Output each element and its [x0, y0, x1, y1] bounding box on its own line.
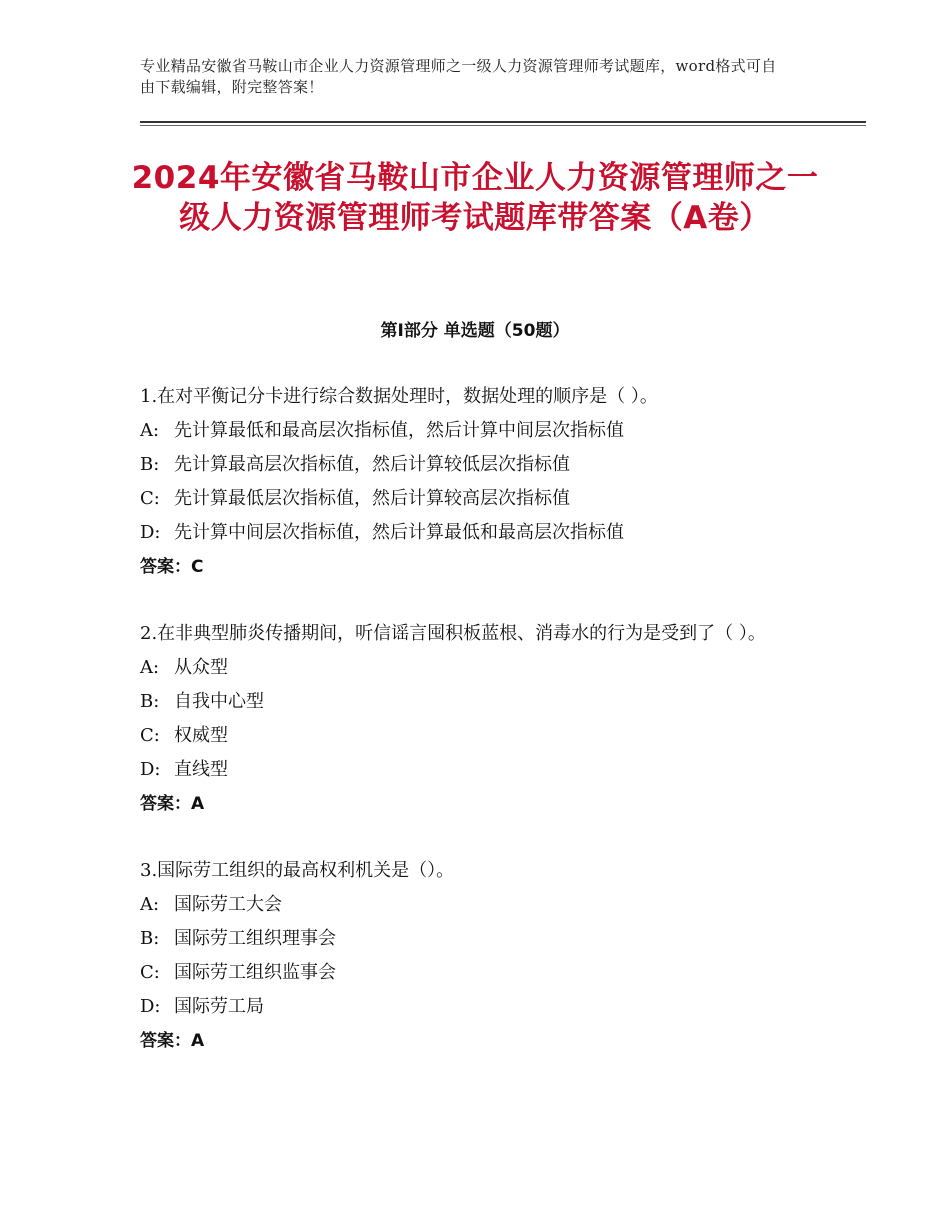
option-d: [140, 990, 820, 1024]
option-c: [140, 482, 820, 516]
option-a: [140, 651, 820, 685]
answer-line: [140, 550, 820, 584]
option-letter: A:: [140, 894, 160, 915]
option-text: 国际劳工局: [174, 996, 264, 1017]
question-2: [140, 617, 820, 821]
question-stem: 1.在对平衡记分卡进行综合数据处理时，数据处理的顺序是（ ）。: [140, 386, 658, 407]
option-letter: A:: [140, 657, 160, 678]
option-a: [140, 888, 820, 922]
option-text: 自我中心型: [174, 691, 264, 712]
answer-value: A: [191, 794, 205, 814]
option-letter: C:: [140, 725, 160, 746]
answer-value: A: [191, 1031, 205, 1051]
option-letter: D:: [140, 522, 161, 543]
header-note: 专业精品安徽省马鞍山市企业人力资源管理师之一级人力资源管理师考试题库，word格式可自由下载编辑，附完整答案！: [140, 57, 777, 96]
answer-label: 答案：: [140, 557, 191, 577]
question-stem: 3.国际劳工组织的最高权利机关是（）。: [140, 860, 455, 881]
option-c: [140, 719, 820, 753]
option-c: [140, 956, 820, 990]
option-b: [140, 922, 820, 956]
option-text: 直线型: [174, 759, 228, 780]
option-text: 国际劳工组织监事会: [174, 962, 336, 983]
option-d: [140, 516, 820, 550]
option-b: [140, 448, 820, 482]
answer-label: 答案：: [140, 794, 191, 814]
option-text: 先计算最高层次指标值，然后计算较低层次指标值: [174, 454, 570, 475]
option-letter: D:: [140, 759, 161, 780]
header-rule-thin: [140, 125, 866, 126]
option-text: 国际劳工组织理事会: [174, 928, 336, 949]
option-letter: C:: [140, 488, 160, 509]
option-text: 先计算最低层次指标值，然后计算较高层次指标值: [174, 488, 570, 509]
question-list: [140, 380, 820, 1091]
option-text: 权威型: [174, 725, 228, 746]
option-letter: B:: [140, 454, 160, 475]
answer-line: [140, 787, 820, 821]
option-letter: A:: [140, 420, 160, 441]
option-b: [140, 685, 820, 719]
option-letter: B:: [140, 928, 160, 949]
option-text: 从众型: [174, 657, 228, 678]
question-1: [140, 380, 820, 584]
document-title: 2024年安徽省马鞍山市企业人力资源管理师之一级人力资源管理师考试题库带答案（A卷）: [131, 160, 819, 236]
answer-value: C: [191, 557, 204, 577]
option-letter: C:: [140, 962, 160, 983]
answer-line: [140, 1024, 820, 1058]
section-title: 第Ⅰ部分 单选题（50题）: [380, 321, 570, 341]
option-letter: D:: [140, 996, 161, 1017]
option-text: 先计算中间层次指标值，然后计算最低和最高层次指标值: [174, 522, 624, 543]
option-a: [140, 414, 820, 448]
answer-label: 答案：: [140, 1031, 191, 1051]
option-letter: B:: [140, 691, 160, 712]
header-rule-thick: [140, 121, 866, 123]
option-text: 国际劳工大会: [174, 894, 282, 915]
option-text: 先计算最低和最高层次指标值，然后计算中间层次指标值: [174, 420, 624, 441]
option-d: [140, 753, 820, 787]
question-stem: 2.在非典型肺炎传播期间，听信谣言囤积板蓝根、消毒水的行为是受到了（ ）。: [140, 623, 766, 644]
question-3: [140, 854, 820, 1058]
